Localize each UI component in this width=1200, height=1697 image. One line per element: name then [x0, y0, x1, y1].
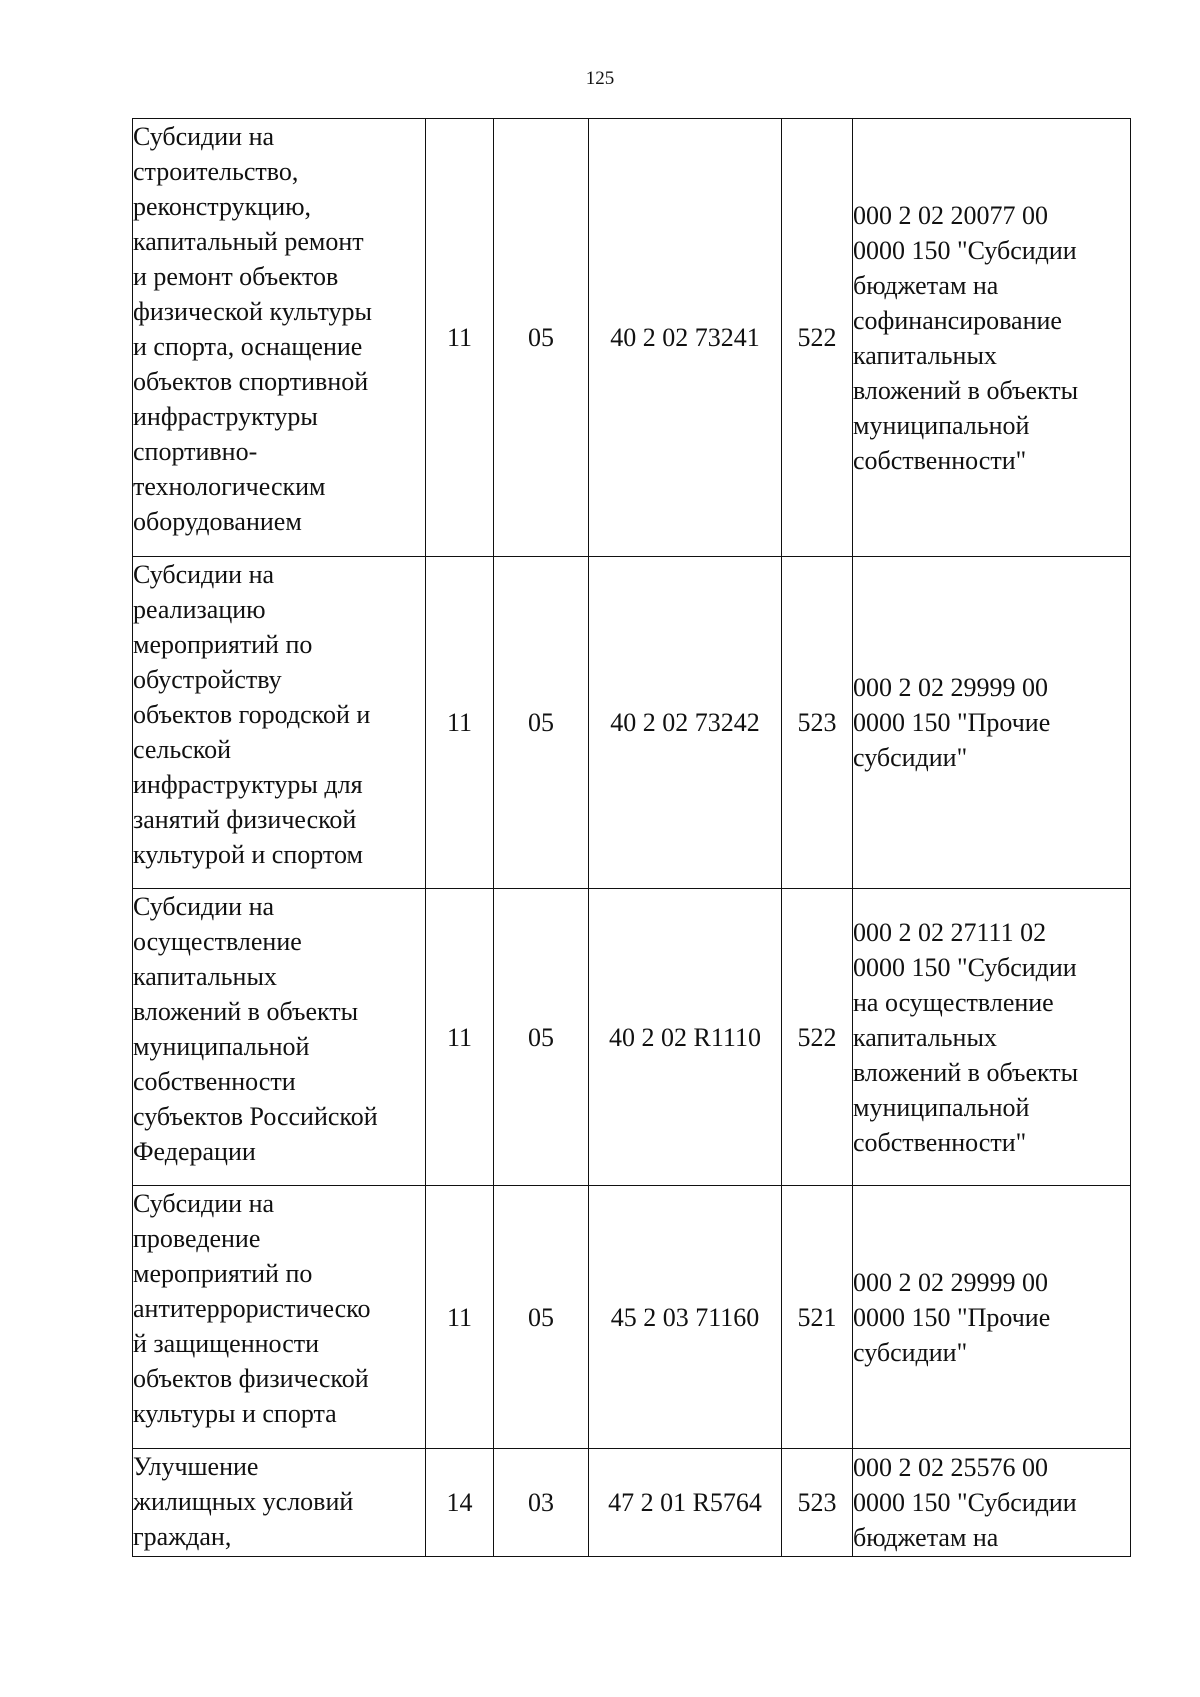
- revenue-code: 000 2 02 25576 00 0000 150 "Субсидии бюджетам на: [853, 1453, 1077, 1552]
- row-name-cell: [133, 1186, 426, 1449]
- section-cell: 11: [426, 557, 494, 889]
- expense-type-cell: 523: [782, 557, 853, 889]
- table-row: [133, 557, 1131, 889]
- revenue-code-cell: [853, 1449, 1131, 1557]
- section-cell: 11: [426, 1186, 494, 1449]
- revenue-code-cell: [853, 119, 1131, 557]
- row-name: Субсидии на строительство, реконструкцию, капитальный ремонт и ремонт объектов физической культуры и спорта, оснащение объектов спортивной инфраструктуры спортивно- технологическим оборудованием: [133, 122, 372, 536]
- revenue-code: 000 2 02 20077 00 0000 150 "Субсидии бюджетам на софинансирование капитальных вложений в объекты муниципальной собственности": [853, 200, 1079, 475]
- target-article-cell: 45 2 03 71160: [589, 1186, 782, 1449]
- expense-type-cell: 521: [782, 1186, 853, 1449]
- section-cell: 11: [426, 119, 494, 557]
- subsection-cell: 05: [494, 1186, 589, 1449]
- target-article-cell: 40 2 02 R1110: [589, 889, 782, 1186]
- subsection-cell: 05: [494, 557, 589, 889]
- row-name: Субсидии на проведение мероприятий по антитеррористическо й защищенности объектов физической культуры и спорта: [133, 1189, 371, 1428]
- row-name: Субсидии на реализацию мероприятий по обустройству объектов городской и сельской инфраструктуры для занятий физической культурой и спортом: [133, 560, 371, 869]
- expense-type-cell: 523: [782, 1449, 853, 1557]
- table-row: [133, 1186, 1131, 1449]
- revenue-code-cell: [853, 889, 1131, 1186]
- target-article-cell: 47 2 01 R5764: [589, 1449, 782, 1557]
- row-name-cell: [133, 119, 426, 557]
- subsection-cell: 05: [494, 119, 589, 557]
- revenue-code-cell: [853, 557, 1131, 889]
- subsection-cell: 05: [494, 889, 589, 1186]
- revenue-code: 000 2 02 29999 00 0000 150 "Прочие субсидии": [853, 1267, 1051, 1367]
- row-name-cell: [133, 1449, 426, 1557]
- row-name: Улучшение жилищных условий граждан,: [133, 1452, 354, 1551]
- target-article-cell: 40 2 02 73241: [589, 119, 782, 557]
- expense-type-cell: 522: [782, 889, 853, 1186]
- section-cell: 14: [426, 1449, 494, 1557]
- row-name-cell: [133, 889, 426, 1186]
- page-number: 125: [585, 68, 615, 89]
- row-name-cell: [133, 557, 426, 889]
- section-cell: 11: [426, 889, 494, 1186]
- budget-table: [132, 118, 1131, 1557]
- revenue-code: 000 2 02 27111 02 0000 150 "Субсидии на осуществление капитальных вложений в объекты муниципальной собственности": [853, 917, 1079, 1157]
- row-name: Субсидии на осуществление капитальных вложений в объекты муниципальной собственности субъектов Российской Федерации: [133, 892, 378, 1166]
- revenue-code-cell: [853, 1186, 1131, 1449]
- table-row: [133, 119, 1131, 557]
- table-row: [133, 1449, 1131, 1557]
- target-article-cell: 40 2 02 73242: [589, 557, 782, 889]
- subsection-cell: 03: [494, 1449, 589, 1557]
- revenue-code: 000 2 02 29999 00 0000 150 "Прочие субсидии": [853, 673, 1051, 772]
- expense-type-cell: 522: [782, 119, 853, 557]
- table-row: [133, 889, 1131, 1186]
